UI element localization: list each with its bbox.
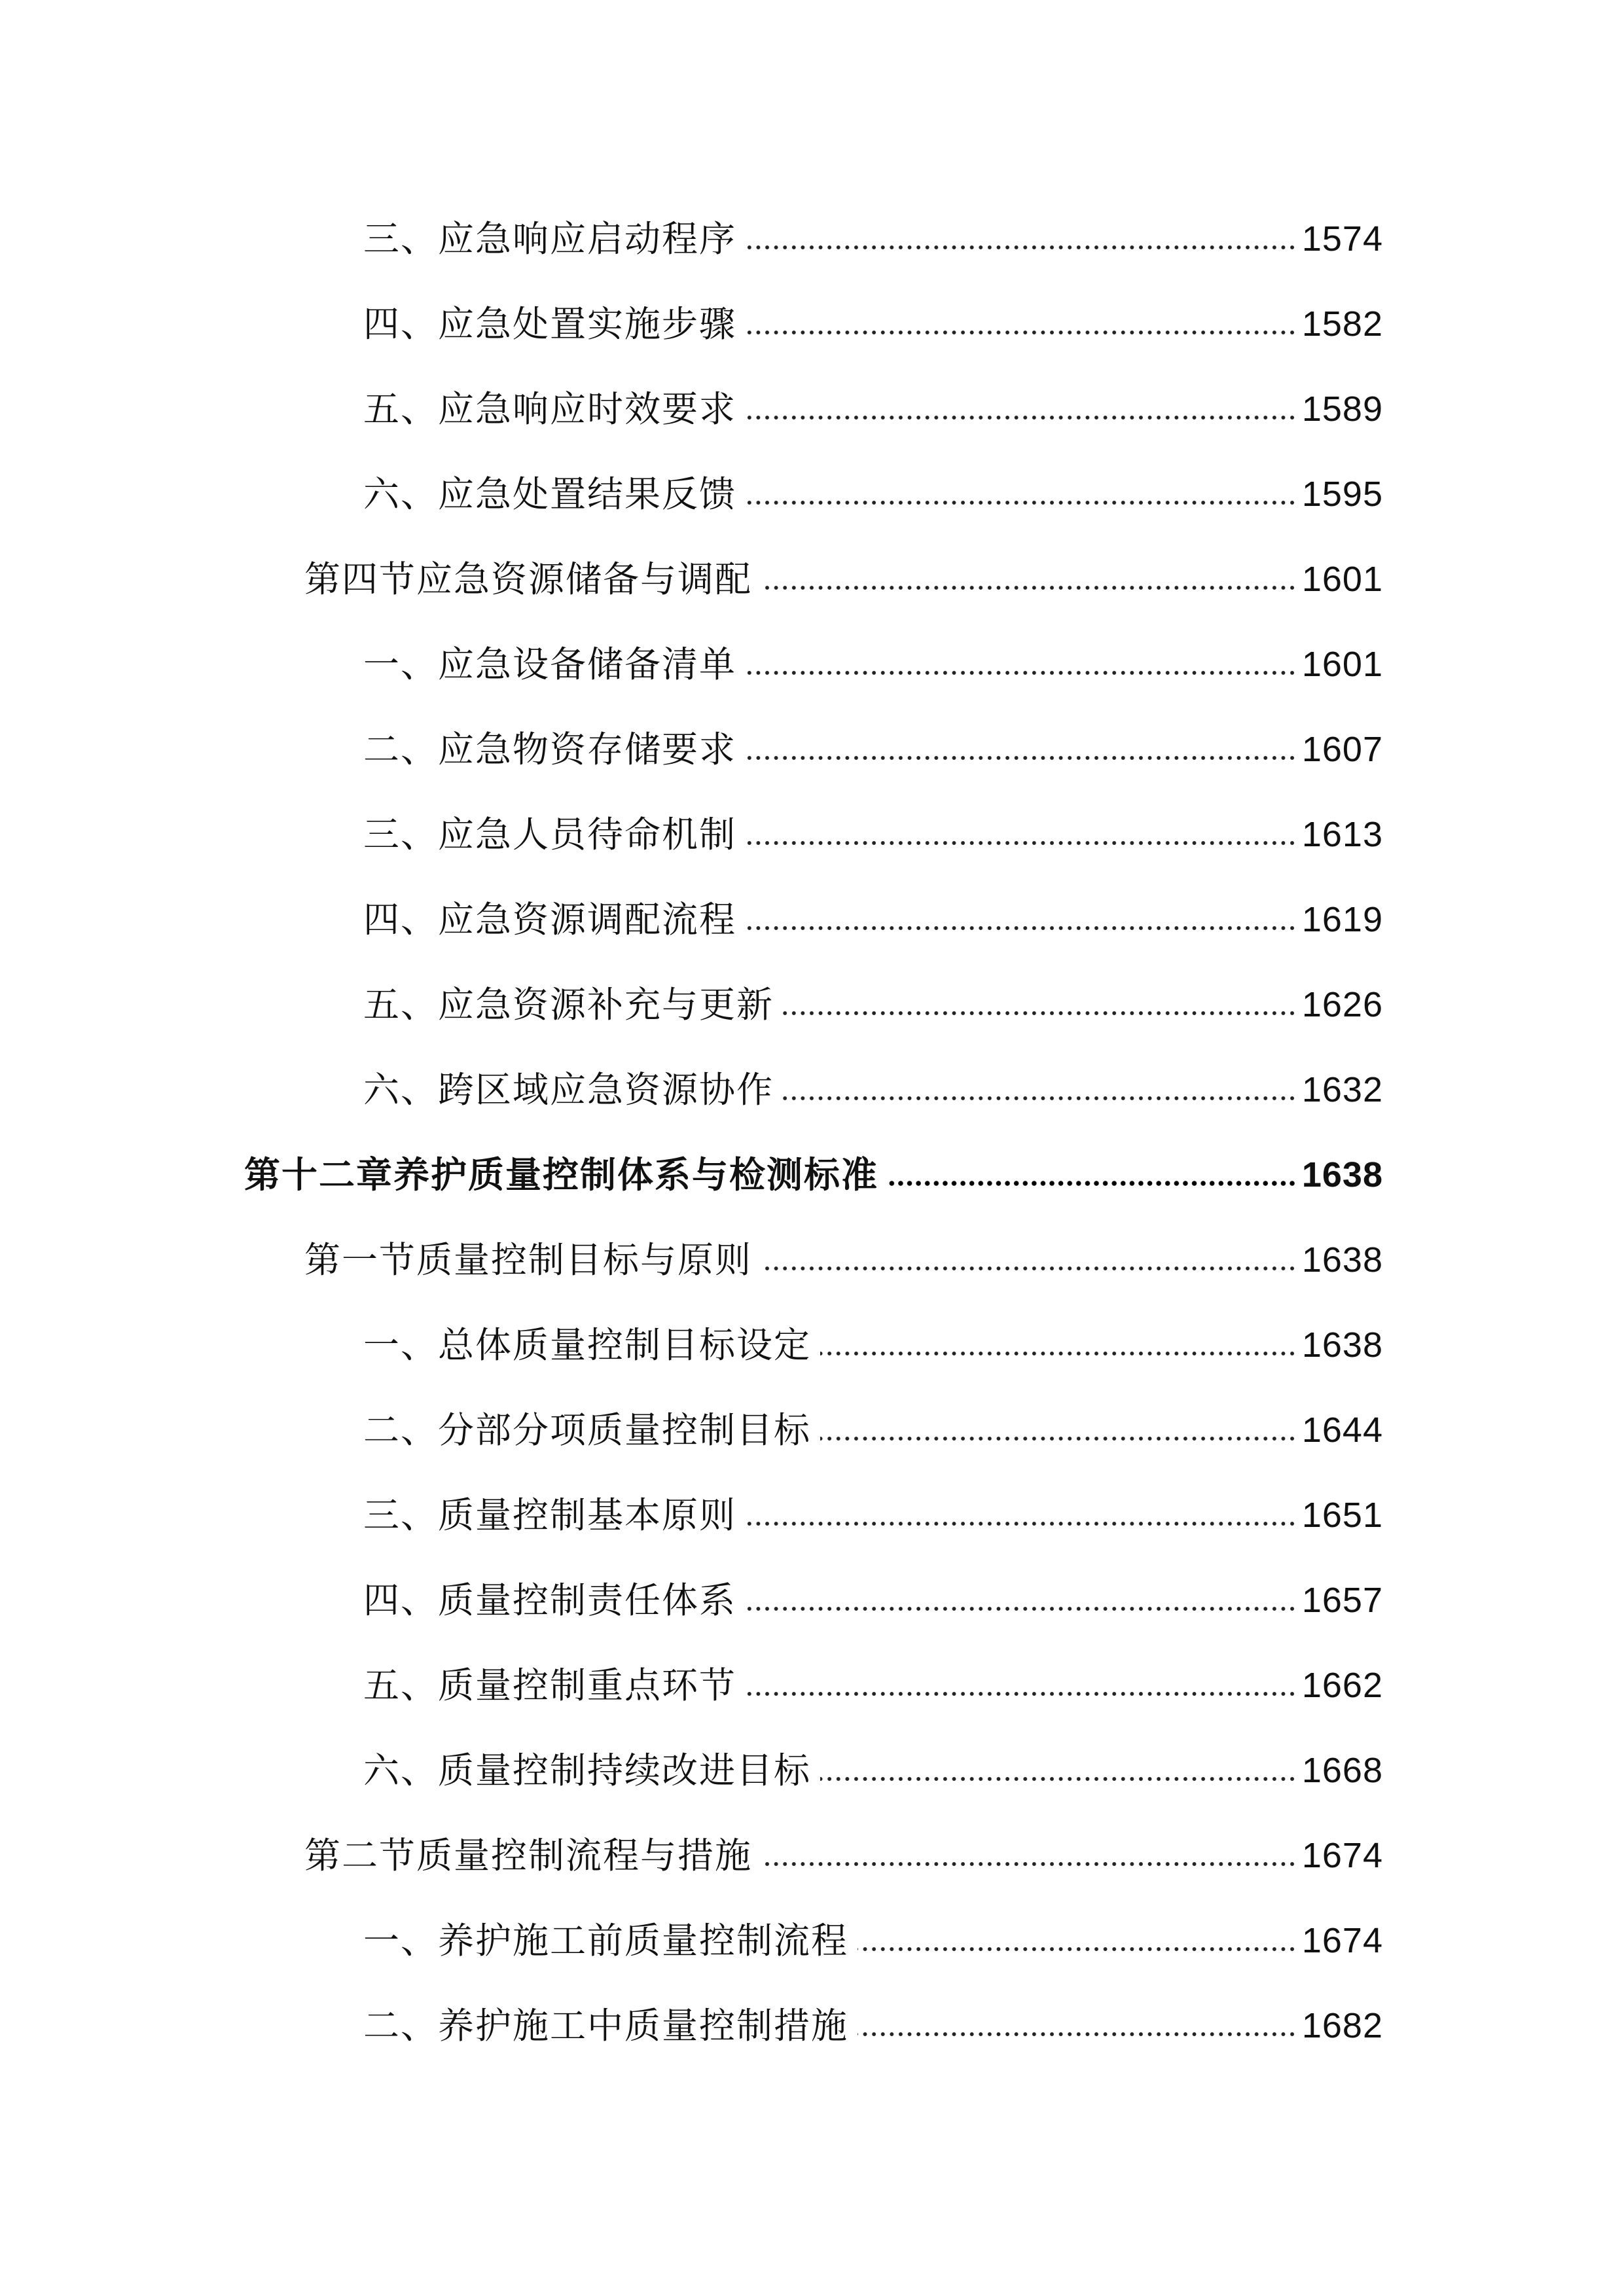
toc-entry-title: 四、应急处置实施步骤 [363, 303, 737, 345]
toc-entry[interactable] [363, 383, 1383, 435]
toc-entry[interactable] [363, 1659, 1383, 1712]
dot-leader [746, 328, 1297, 337]
toc-entry-title: 六、跨区域应急资源协作 [363, 1069, 774, 1111]
toc-entry-title: 三、质量控制基本原则 [363, 1494, 737, 1536]
toc-entry[interactable] [363, 1489, 1383, 1541]
toc-entry[interactable] [304, 1234, 1383, 1286]
dot-leader [746, 413, 1297, 422]
dot-leader [888, 1179, 1297, 1188]
toc-entry-title: 六、应急处置结果反馈 [363, 473, 737, 515]
toc-entry-title: 三、应急人员待命机制 [363, 814, 737, 855]
toc-entry[interactable] [363, 213, 1383, 265]
dot-leader [857, 2030, 1297, 2039]
toc-entry-title: 一、养护施工前质量控制流程 [363, 1920, 849, 1962]
toc-entry-title: 四、应急资源调配流程 [363, 899, 737, 941]
dot-leader [746, 1604, 1297, 1613]
toc-page-number: 1589 [1301, 389, 1383, 429]
toc-entry-title: 五、质量控制重点环节 [363, 1664, 737, 1706]
toc-entry[interactable] [304, 553, 1383, 605]
toc-entry[interactable] [363, 893, 1383, 946]
dot-leader [746, 753, 1297, 762]
toc-page-number: 1595 [1301, 475, 1383, 514]
toc-entry[interactable] [363, 1744, 1383, 1797]
dot-leader [820, 1434, 1297, 1443]
toc-entry[interactable] [304, 1829, 1383, 1882]
toc-entry-title: 第十二章养护质量控制体系与检测标准 [244, 1154, 879, 1196]
toc-entry-title: 二、应急物资存储要求 [363, 728, 737, 770]
toc-page-number: 1674 [1301, 1836, 1383, 1875]
toc-entry[interactable] [363, 1914, 1383, 1967]
toc-page-number: 1626 [1301, 985, 1383, 1024]
toc-page-number: 1582 [1301, 304, 1383, 344]
toc-page-number: 1613 [1301, 815, 1383, 854]
toc-chapter-entry[interactable] [244, 1149, 1383, 1201]
toc-entry[interactable] [363, 723, 1383, 776]
dot-leader [746, 668, 1297, 677]
dot-leader [746, 924, 1297, 933]
toc-entry[interactable] [363, 978, 1383, 1031]
toc-entry-title: 四、质量控制责任体系 [363, 1579, 737, 1621]
dot-leader [761, 1859, 1297, 1869]
toc-page-number: 1682 [1301, 2006, 1383, 2045]
toc-page-number: 1644 [1301, 1410, 1383, 1450]
toc-entry[interactable] [363, 2000, 1383, 2052]
toc-page-number: 1619 [1301, 900, 1383, 939]
toc-page-number: 1638 [1301, 1240, 1383, 1280]
toc-entry[interactable] [363, 638, 1383, 691]
toc-entry-title: 二、分部分项质量控制目标 [363, 1409, 812, 1451]
toc-entry-title: 第四节应急资源储备与调配 [304, 558, 753, 600]
dot-leader [761, 1264, 1297, 1273]
toc-entry[interactable] [363, 808, 1383, 861]
toc-entry[interactable] [363, 1574, 1383, 1626]
toc-entry-title: 三、应急响应启动程序 [363, 218, 737, 260]
dot-leader [820, 1774, 1297, 1784]
dot-leader [746, 498, 1297, 507]
toc-entry[interactable] [363, 1064, 1383, 1116]
dot-leader [783, 1094, 1297, 1103]
toc-page-number: 1651 [1301, 1496, 1383, 1535]
toc-entry-title: 第二节质量控制流程与措施 [304, 1835, 753, 1876]
toc-page-number: 1674 [1301, 1921, 1383, 1960]
toc-page-number: 1657 [1301, 1581, 1383, 1620]
dot-leader [783, 1009, 1297, 1018]
toc-entry-title: 一、应急设备储备清单 [363, 643, 737, 685]
dot-leader [746, 1689, 1297, 1698]
toc-entry-title: 五、应急资源补充与更新 [363, 984, 774, 1026]
toc-entry-title: 五、应急响应时效要求 [363, 388, 737, 430]
toc-page-number: 1601 [1301, 560, 1383, 599]
toc-entry-title: 第一节质量控制目标与原则 [304, 1239, 753, 1281]
dot-leader [746, 1519, 1297, 1528]
toc-entry[interactable] [363, 298, 1383, 350]
toc-entry[interactable] [363, 1319, 1383, 1371]
toc-page-number: 1574 [1301, 219, 1383, 259]
toc-page-number: 1607 [1301, 730, 1383, 769]
toc-page-number: 1638 [1301, 1155, 1383, 1194]
toc-page-number: 1662 [1301, 1666, 1383, 1705]
toc-entry[interactable] [363, 1404, 1383, 1456]
dot-leader [761, 583, 1297, 592]
toc-page-number: 1638 [1301, 1325, 1383, 1365]
toc-page-number: 1632 [1301, 1070, 1383, 1109]
toc-page-number: 1601 [1301, 645, 1383, 684]
dot-leader [820, 1349, 1297, 1358]
toc-entry[interactable] [363, 468, 1383, 520]
toc-page-number: 1668 [1301, 1751, 1383, 1790]
dot-leader [746, 243, 1297, 252]
toc-entry-title: 六、质量控制持续改进目标 [363, 1749, 812, 1791]
toc-entry-title: 一、总体质量控制目标设定 [363, 1324, 812, 1366]
dot-leader [746, 838, 1297, 848]
toc-entry-title: 二、养护施工中质量控制措施 [363, 2005, 849, 2047]
dot-leader [857, 1945, 1297, 1954]
